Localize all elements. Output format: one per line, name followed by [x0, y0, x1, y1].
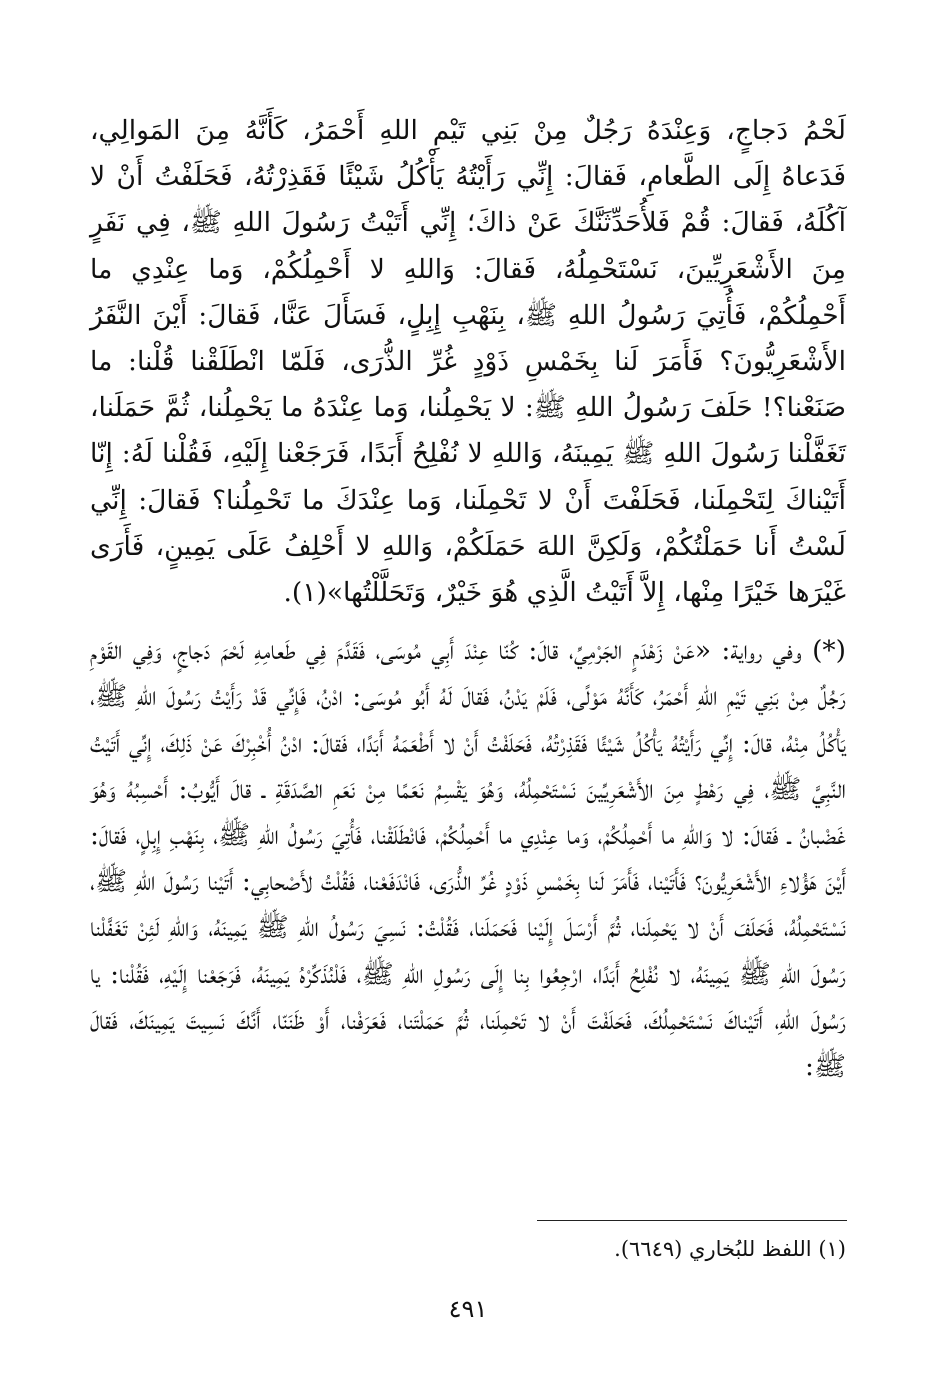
hadith-paragraph-1: لَحْمُ دَجاجٍ، وَعِنْدَهُ رَجُلٌ مِنْ بَنِي تَيْمِ اللهِ أَحْمَرُ، كَأَنَّهُ مِنَ المَوالِي، فَدَعاهُ إِلَى الطَّعامِ، فَقالَ: إِنِّي رَأَيْتُهُ يَأْكُلُ شَيْئًا فَقَذِرْتُهُ، فَحَلَفْتُ أَنْ لا آكُلَهُ، فَقالَ: قُمْ فَلأُحَدِّثَنَّكَ عَنْ ذاكَ؛ إِنِّي أَتَيْتُ رَسُولَ اللهِ ﷺ، فِي نَفَرٍ مِنَ الأَشْعَرِيِّينَ، نَسْتَحْمِلُهُ، فَقالَ: وَاللهِ لا أَحْمِلُكُمْ، وَما عِنْدِي ما أَحْمِلُكُمْ، فَأُتِيَ رَسُولُ اللهِ ﷺ، بِنَهْبِ إِبِلٍ، فَسَأَلَ عَنَّا، فَقالَ: أَيْنَ النَّفَرُ الأَشْعَرِيُّونَ؟ فَأَمَرَ لَنا بِخَمْسِ ذَوْدٍ غُرِّ الذُّرَى، فَلَمّا انْطَلَقْنا قُلْنا: ما صَنَعْنا؟! حَلَفَ رَسُولُ اللهِ ﷺ: لا يَحْمِلُنا، وَما عِنْدَهُ ما يَحْمِلُنا، ثُمَّ حَمَلَنا، تَغَفَّلْنا رَسُولَ اللهِ ﷺ يَمِينَهُ، وَاللهِ لا نُفْلِحُ أَبَدًا، فَرَجَعْنا إِلَيْهِ، فَقُلْنا لَهُ: إِنّا أَتَيْناكَ لِتَحْمِلَنا، فَحَلَفْتَ أَنْ لا تَحْمِلَنا، وَما عِنْدَكَ ما تَحْمِلُنا؟ فَقالَ: إِنِّي لَسْتُ أَنا حَمَلْتُكُمْ، وَلَكِنَّ اللهَ حَمَلَكُمْ، وَاللهِ لا أَحْلِفُ عَلَى يَمِينٍ، فَأَرَى غَيْرَها خَيْرًا مِنْها، إِلاَّ أَتَيْتُ الَّذِي هُوَ خَيْرٌ، وَتَحَلَّلْتُها»(١).: [90, 115, 846, 609]
footnote-divider: [537, 1220, 847, 1221]
hadith-paragraph-2: (*) وفي رواية: «عَنْ زَهْدَمٍ الجَرْمِيِّ، قالَ: كُنّا عِنْدَ أَبِي مُوسَى، فَقَدَّمَ فِي طَعامِهِ لَحْمَ دَجاجٍ، وَفِي القَوْمِ رَجُلٌ مِنْ بَنِي تَيْمِ اللهِ أَحْمَرُ، كَأَنَّهُ مَوْلًى، فَلَمْ يَدْنُ، فَقالَ لَهُ أَبُو مُوسَى: ادْنُ، فَإِنِّي قَدْ رَأَيْتُ رَسُولَ اللهِ ﷺ، يَأْكُلُ مِنْهُ، قالَ: إِنِّي رَأَيْتُهُ يَأْكُلُ شَيْئًا فَقَذِرْتُهُ، فَحَلَفْتُ أَنْ لا أَطْعَمَهُ أَبَدًا، فَقالَ: ادْنُ أُخْبِرْكَ عَنْ ذَلِكَ، إِنِّي أَتَيْتُ النَّبِيَّ ﷺ، فِي رَهْطٍ مِنَ الأَشْعَرِيِّينَ نَسْتَحْمِلُهُ، وَهُوَ يَقْسِمُ نَعَمًا مِنْ نَعَمِ الصَّدَقَةِ ـ قالَ أَيُّوبُ: أَحْسِبُهُ وَهُوَ غَضْبانُ ـ فَقالَ: لا وَاللهِ ما أَحْمِلُكُمْ، وَما عِنْدِي ما أَحْمِلُكُمْ، فَانْطَلَقْنا، فَأُتِيَ رَسُولُ اللهِ ﷺ، بِنَهْبِ إِبِلٍ، فَقالَ: أَيْنَ هَؤُلاءِ الأَشْعَرِيُّونَ؟ فَأَتَيْنا، فَأَمَرَ لَنا بِخَمْسِ ذَوْدٍ غُرِّ الذُّرَى، فَانْدَفَعْنا، فَقُلْتُ لأَصْحابِي: أَتَيْنا رَسُولَ اللهِ ﷺ، نَسْتَحْمِلُهُ، فَحَلَفَ أَنْ لا يَحْمِلَنا، ثُمَّ أَرْسَلَ إِلَيْنا فَحَمَلَنا، فَقُلْتُ: نَسِيَ رَسُولُ اللهِ ﷺ يَمِينَهُ، وَاللهِ لَئِنْ تَغَفَّلْنا رَسُولَ اللهِ ﷺ يَمِينَهُ، لا نُفْلِحُ أَبَدًا، ارْجِعُوا بِنا إِلَى رَسُولِ اللهِ ﷺ، فَلْنُذَكِّرْهُ يَمِينَهُ، فَرَجَعْنا إِلَيْهِ، فَقُلْنا: يا رَسُولَ اللهِ، أَتَيْناكَ نَسْتَحْمِلُكَ، فَحَلَفْتَ أَنْ لا تَحْمِلَنا، ثُمَّ حَمَلْتَنا، فَعَرَفْنا، أَوْ ظَنَنّا، أَنَّكَ نَسِيتَ يَمِينَكَ، فَقالَ ﷺ:: [90, 635, 846, 1083]
page-body: [90, 108, 846, 1090]
footnote: (١) اللفظ للبُخاري (٦٦٤٩).: [614, 1237, 846, 1261]
page-number: ٤٩١: [448, 1295, 488, 1323]
